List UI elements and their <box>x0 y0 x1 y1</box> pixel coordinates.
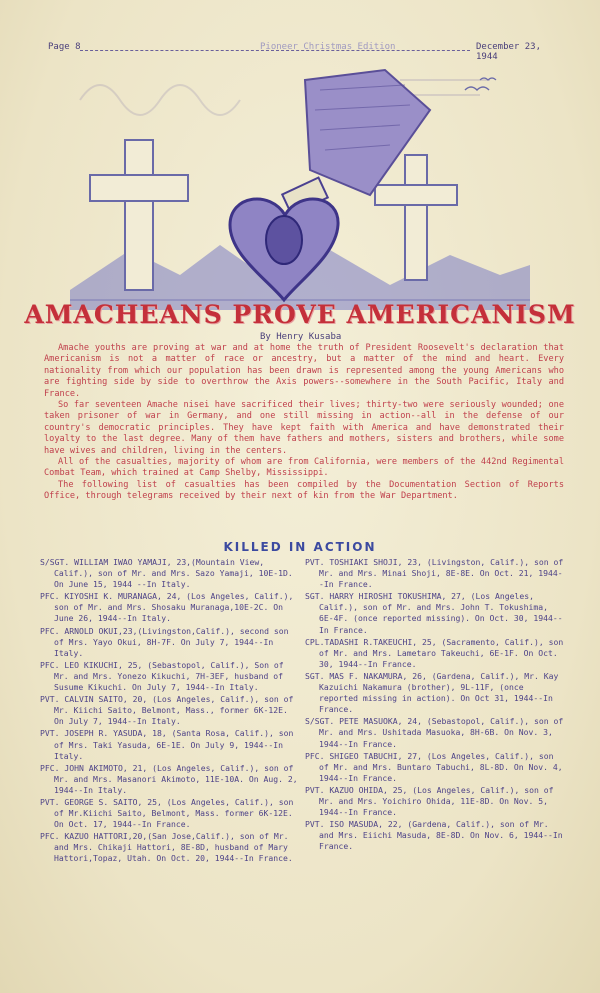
list-item: PFC. JOHN AKIMOTO, 21, (Los Angeles, Calif.), son of Mr. and Mrs. Masanori Akimoto, 11E-10A. On Aug. 2, 1944--In Italy. <box>40 762 298 795</box>
bird-icon <box>465 87 489 90</box>
list-item: PFC. KAZUO HATTORI,20,(San Jose,Calif.), son of Mr. and Mrs. Chikaji Hattori, 8E-8D, husband of Mary Hattori,Topaz, Utah. On Oct. 20, 1944--In France. <box>40 831 293 864</box>
page-number: Page 8 <box>48 42 81 52</box>
list-item: SGT. HARRY HIROSHI TOKUSHIMA, 27, (Los Angeles, Calif.), son of Mr. and Mrs. John T. Tokushima, 6E-4F. (once reported missing). On Oct. 30, 1944--In France. <box>305 591 563 635</box>
list-item: S/SGT. WILLIAM IWAO YAMAJI, 23,(Mountain View, Calif.), son of Mr. and Mrs. Sazo Yamaji, 10E-1D. On June 15, 1944 --In Italy. <box>40 557 293 590</box>
intro-paragraph: Amache youths are proving at war and at home the truth of President Roosevelt's declaration that Americanism is not a matter of race or ancestry, but a matter of the mind and heart. Every nationality from which our population has been drawn is represented among the young Americans who are fighting side by side to overthrow the Axis powers--somewhere in the South Pacific, Italy and France. <box>44 343 564 399</box>
intro-paragraph: All of the casualties, majority of whom are from California, were members of the 442nd Regimental Combat Team, which trained at Camp Shelby, Mississippi. <box>44 457 564 479</box>
list-item: PVT. TOSHIAKI SHOJI, 23, (Livingston, Calif.), son of Mr. and Mrs. Minai Shoji, 8E-8E. On Oct. 21, 1944--In France. <box>305 557 564 590</box>
section-title: KILLED IN ACTION <box>223 540 377 554</box>
intro-paragraph: The following list of casualties has been compiled by the Documentation Section of Reports Office, through telegrams received by their next of kin from the War Department. <box>44 479 564 502</box>
list-item: S/SGT. PETE MASUOKA, 24, (Sebastopol, Calif.), son of Mr. and Mrs. Ushitada Masuoka, 8H-6B. On Nov. 3, 1944--In France. <box>305 716 564 749</box>
list-item: PFC. ARNOLD OKUI,23,(Livingston,Calif.), second son of Mrs. Yayo Okui, 8H-7F. On July 7, 1944--In Italy. <box>40 625 289 658</box>
list-item: SGT. MAS F. NAKAMURA, 26, (Gardena, Calif.), Mr. Kay Kazuichi Nakamura (brother), 9L-11F, (once reported missing in action). On Oct 31, 1944--In France. <box>305 670 559 715</box>
purple-heart-illustration <box>70 50 530 310</box>
washington-profile <box>266 216 302 264</box>
list-item: PVT. ISO MASUDA, 22, (Gardena, Calif.), son of Mr. and Mrs. Eiichi Masuda, 8E-8D. On Nov. 6, 1944--In France. <box>305 819 563 852</box>
list-item: PVT. CALVIN SAITO, 20, (Los Angeles, Calif.), son of Mr. Kiichi Saito, Belmont, Mass., former 6K-12E. On July 7, 1944--In Italy. <box>40 694 294 727</box>
list-item: PVT. GEORGE S. SAITO, 25, (Los Angeles, Calif.), son of Mr.Kiichi Saito, Belmont, Mass. former 6K-12E. On Oct. 17, 1944--In France. <box>40 796 294 830</box>
headline: AMACHEANS PROVE AMERICANISM <box>24 300 576 329</box>
issue-date: December 23, 1944 <box>476 42 542 62</box>
casualty-list-right <box>305 557 567 853</box>
list-item: PFC. KIYOSHI K. MURANAGA, 24, (Los Angeles, Calif.), son of Mr. and Mrs. Shosaku Muranaga,10E-2C. On June 26, 1944--In Italy. <box>40 591 294 624</box>
edition-label: Pioneer Christmas Edition <box>260 42 396 52</box>
list-item: CPL.TADASHI R.TAKEUCHI, 25, (Sacramento, Calif.), son of Mr. and Mrs. Lametaro Takeuchi, 6E-1F. On Oct. 30, 1944--In France. <box>305 636 564 669</box>
casualty-list-left <box>40 557 302 866</box>
intro-article <box>44 343 564 503</box>
list-item: PVT. JOSEPH R. YASUDA, 18, (Santa Rosa, Calif.), son of Mrs. Taki Yasuda, 6E-1E. On July 9, 1944--In Italy. <box>40 728 294 761</box>
intro-paragraph: So far seventeen Amache nisei have sacrificed their lives; thirty-two were seriously wounded; one taken prisoner of war in Germany, and one still missing in action--all in the defense of our country's democratic principles. They have kept faith with America and have demonstrated their loyalty to the last degree. Many of them have fathers and mothers, sisters and brothers, while some have wives and children, living in the centers. <box>44 400 564 456</box>
list-item: PFC. SHIGEO TABUCHI, 27, (Los Angeles, Calif.), son of Mr. and Mrs. Buntaro Tabuchi, 8L-8D. On Nov. 4, 1944--In France. <box>305 750 563 783</box>
list-item: PVT. KAZUO OHIDA, 25, (Los Angeles, Calif.), son of Mr. and Mrs. Yoichiro Ohida, 11E-8D. On Nov. 5, 1944--In France. <box>305 784 554 818</box>
list-item: PFC. LEO KIKUCHI, 25, (Sebastopol, Calif.), Son of Mr. and Mrs. Yonezo Kikuchi, 7H-3EF, husband of Susume Kikuchi. On July 7, 1944--In Italy. <box>40 659 284 693</box>
byline: By Henry Kusaba <box>260 332 342 342</box>
